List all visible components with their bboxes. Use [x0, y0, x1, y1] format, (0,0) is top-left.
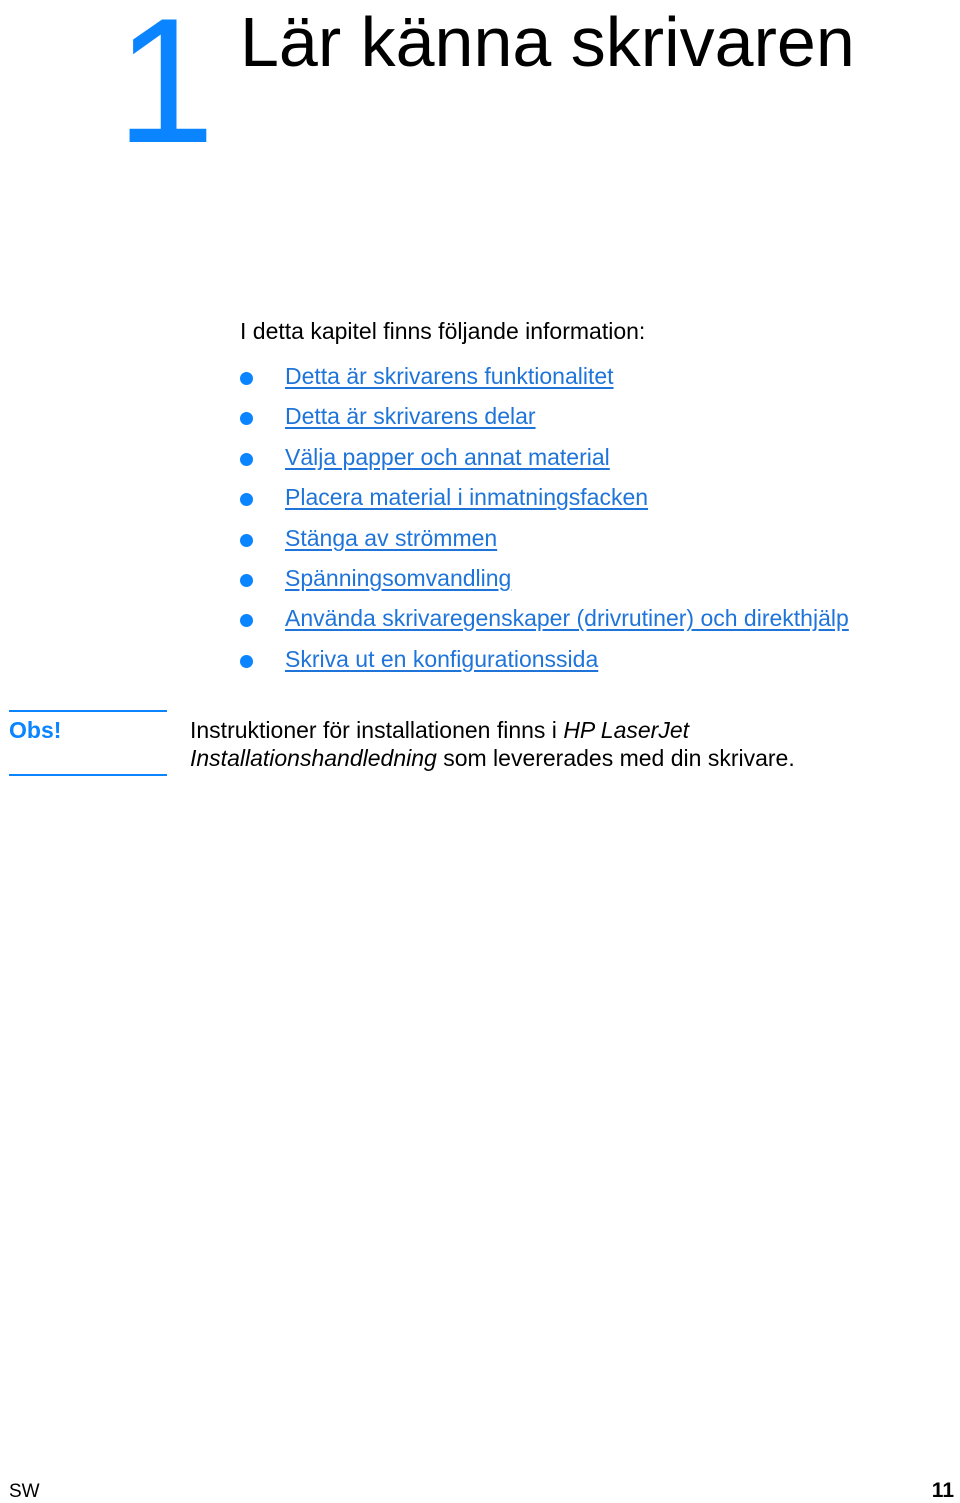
note-text-part1: Instruktioner för installationen finns i	[190, 717, 564, 743]
toc-link-valja-papper[interactable]: Välja papper och annat material	[285, 443, 610, 470]
toc-link-delar[interactable]: Detta är skrivarens delar	[285, 403, 536, 430]
toc-list	[240, 362, 849, 685]
toc-link-funktionalitet[interactable]: Detta är skrivarens funktionalitet	[285, 363, 614, 389]
note-text	[190, 716, 930, 772]
toc-item	[240, 564, 849, 604]
chapter-number: 1	[116, 0, 215, 180]
toc-item	[240, 524, 849, 564]
toc-link-konfigurationssida[interactable]: Skriva ut en konfigurationssida	[285, 645, 599, 672]
bullet-dot-icon	[240, 534, 253, 547]
note-guide-name: Installationshandledning	[190, 745, 437, 771]
toc-item	[240, 604, 849, 644]
toc-item	[240, 443, 849, 483]
toc-link-placera-material[interactable]: Placera material i inmatningsfacken	[285, 484, 649, 511]
intro-text: I detta kapitel finns följande information:	[240, 318, 646, 344]
footer-language-code: SW	[9, 1481, 40, 1502]
note-rule-bottom	[9, 774, 167, 776]
toc-link-skrivaregenskaper[interactable]: Använda skrivaregenskaper (drivrutiner) och direkthjälp	[285, 605, 849, 632]
toc-item	[240, 402, 849, 442]
note-product-name: HP LaserJet	[563, 717, 690, 743]
chapter-title: Lär känna skrivaren	[240, 3, 855, 81]
note-text-part2: som levererades med din skrivare.	[436, 745, 795, 771]
toc-item	[240, 483, 849, 523]
toc-link-spanningsomvandling[interactable]: Spänningsomvandling	[285, 564, 512, 591]
note-rule-top	[9, 710, 167, 712]
note-label: Obs!	[9, 717, 62, 743]
bullet-dot-icon	[240, 372, 253, 385]
bullet-dot-icon	[240, 412, 253, 425]
bullet-dot-icon	[240, 453, 253, 466]
bullet-dot-icon	[240, 655, 253, 668]
toc-link-stanga-av[interactable]: Stänga av strömmen	[285, 524, 498, 551]
footer-page-number: 11	[931, 1479, 954, 1502]
toc-item	[240, 362, 849, 402]
bullet-dot-icon	[240, 493, 253, 506]
toc-item	[240, 645, 849, 685]
bullet-dot-icon	[240, 614, 253, 627]
bullet-dot-icon	[240, 574, 253, 587]
